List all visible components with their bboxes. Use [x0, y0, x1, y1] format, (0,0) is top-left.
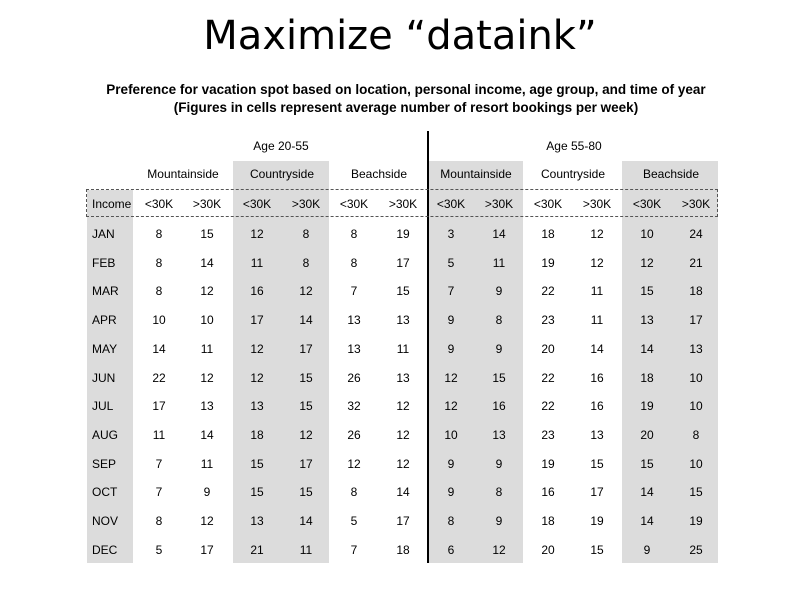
table-cell: 11 — [590, 284, 604, 299]
income-level-header: >30K — [192, 197, 222, 211]
table-cell: 3 — [447, 227, 455, 241]
mountainside-55-80-band — [428, 161, 523, 563]
location-header: Beachside — [642, 167, 700, 181]
table-cell: 13 — [250, 514, 264, 528]
table-cell: 12 — [200, 284, 214, 299]
table-cell: 8 — [350, 255, 358, 270]
income-label: Income — [92, 197, 132, 211]
table-cell: 10 — [200, 313, 214, 328]
table-cell: 14 — [640, 485, 654, 500]
table-cell: 15 — [250, 456, 264, 471]
table-cell: 17 — [396, 255, 410, 270]
table-cell: 15 — [250, 485, 264, 500]
table-cell: 19 — [541, 255, 555, 270]
month-label: DEC — [92, 542, 118, 557]
table-cell: 8 — [155, 284, 163, 299]
month-label: APR — [92, 313, 117, 328]
table-cell: 12 — [444, 399, 458, 414]
table-cell: 21 — [250, 542, 264, 557]
month-label: JAN — [92, 227, 115, 241]
table-cell: 17 — [396, 514, 410, 528]
table-cell: 12 — [640, 255, 654, 270]
table-cell: 11 — [250, 255, 264, 270]
income-level-header: <30K — [144, 197, 174, 211]
table-cell: 7 — [447, 284, 455, 299]
table-cell: 15 — [590, 456, 604, 471]
table-cell: 17 — [152, 399, 166, 414]
table-cell: 18 — [541, 514, 555, 528]
table-cell: 23 — [541, 427, 555, 442]
table-cell: 22 — [541, 399, 555, 414]
table-cell: 12 — [396, 456, 410, 471]
age-group-header: Age 20-55 — [253, 139, 309, 153]
table-cell: 5 — [447, 255, 455, 270]
table-cell: 13 — [689, 341, 703, 356]
income-level-header: <30K — [436, 197, 466, 211]
month-label: NOV — [92, 514, 119, 528]
table-cell: 15 — [396, 284, 410, 299]
table-cell: 26 — [347, 427, 361, 442]
table-cell: 11 — [590, 313, 604, 328]
slide-title: Maximize “dataink” — [203, 13, 597, 59]
table-cell: 14 — [200, 255, 214, 270]
table-cell: 8 — [692, 427, 700, 442]
table-cell: 19 — [396, 227, 410, 241]
table-cell: 18 — [396, 542, 410, 557]
table-cell: 14 — [200, 427, 214, 442]
table-cell: 16 — [590, 370, 604, 385]
month-label: AUG — [92, 427, 119, 442]
table-cell: 18 — [640, 370, 654, 385]
month-label: SEP — [92, 456, 117, 471]
month-label: MAR — [92, 284, 119, 299]
table-cell: 10 — [152, 313, 166, 328]
table-cell: 7 — [350, 542, 358, 557]
table-cell: 12 — [590, 227, 604, 241]
table-cell: 18 — [689, 284, 703, 299]
table-cell: 9 — [447, 485, 455, 500]
table-cell: 12 — [444, 370, 458, 385]
table-cell: 11 — [299, 542, 313, 557]
table-cell: 14 — [299, 313, 313, 328]
table-cell: 11 — [200, 456, 214, 471]
table-cell: 10 — [689, 456, 703, 471]
table-cell: 11 — [152, 427, 166, 442]
table-cell: 21 — [689, 255, 703, 270]
table-cell: 16 — [590, 399, 604, 414]
table-cell: 10 — [689, 399, 703, 414]
table-cell: 14 — [396, 485, 410, 500]
table-cell: 13 — [250, 399, 264, 414]
table-cell: 5 — [155, 542, 163, 557]
table-cell: 15 — [640, 456, 654, 471]
table-cell: 9 — [447, 313, 455, 328]
table-title: Preference for vacation spot based on location, personal income, age group, and time of year — [106, 82, 706, 97]
table-cell: 22 — [541, 284, 555, 299]
table-cell: 20 — [640, 427, 654, 442]
table-cell: 8 — [495, 485, 503, 500]
table-cell: 17 — [299, 341, 313, 356]
income-level-header: <30K — [339, 197, 369, 211]
table-cell: 18 — [541, 227, 555, 241]
table-cell: 8 — [155, 255, 163, 270]
table-cell: 14 — [640, 341, 654, 356]
table-cell: 7 — [350, 284, 358, 299]
table-cell: 23 — [541, 313, 555, 328]
table-cell: 9 — [495, 284, 503, 299]
table-cell: 19 — [689, 514, 703, 528]
table-cell: 9 — [447, 341, 455, 356]
table-cell: 13 — [492, 427, 506, 442]
table-cell: 15 — [590, 542, 604, 557]
table-cell: 14 — [299, 514, 313, 528]
table-cell: 14 — [590, 341, 604, 356]
table-cell: 16 — [492, 399, 506, 414]
table-cell: 26 — [347, 370, 361, 385]
table-cell: 12 — [250, 370, 264, 385]
table-cell: 12 — [250, 227, 264, 241]
table-cell: 14 — [640, 514, 654, 528]
table-cell: 19 — [541, 456, 555, 471]
month-label: MAY — [92, 341, 118, 356]
income-level-header: >30K — [681, 197, 711, 211]
income-level-header: <30K — [533, 197, 563, 211]
table-cell: 13 — [640, 313, 654, 328]
table-cell: 12 — [200, 370, 214, 385]
table-cell: 5 — [350, 514, 358, 528]
table-cell: 12 — [590, 255, 604, 270]
table-cell: 8 — [155, 514, 163, 528]
table-cell: 9 — [495, 514, 503, 528]
table-cell: 13 — [590, 427, 604, 442]
table-cell: 17 — [689, 313, 703, 328]
income-level-header: >30K — [582, 197, 612, 211]
table-cell: 12 — [396, 427, 410, 442]
table-cell: 12 — [200, 514, 214, 528]
table-cell: 15 — [299, 485, 313, 500]
table-cell: 13 — [396, 370, 410, 385]
table-cell: 12 — [396, 399, 410, 414]
table-cell: 14 — [152, 341, 166, 356]
table-cell: 13 — [200, 399, 214, 414]
table-cell: 9 — [495, 456, 503, 471]
table-cell: 15 — [640, 284, 654, 299]
location-header: Mountainside — [440, 167, 512, 181]
table-cell: 16 — [250, 284, 264, 299]
table-cell: 17 — [200, 542, 214, 557]
table-cell: 8 — [155, 227, 163, 241]
income-level-header: >30K — [484, 197, 514, 211]
table-cell: 8 — [302, 255, 310, 270]
table-cell: 15 — [200, 227, 214, 241]
table-cell: 11 — [492, 255, 506, 270]
income-row-outline — [86, 189, 718, 217]
table-cell: 19 — [640, 399, 654, 414]
table-cell: 13 — [347, 341, 361, 356]
table-cell: 11 — [200, 341, 214, 356]
table-cell: 12 — [299, 427, 313, 442]
table-cell: 8 — [350, 485, 358, 500]
table-cell: 16 — [541, 485, 555, 500]
age-group-header: Age 55-80 — [546, 139, 602, 153]
location-header: Mountainside — [147, 167, 219, 181]
countryside-20-55-band — [233, 161, 329, 563]
table-cell: 19 — [590, 514, 604, 528]
table-cell: 15 — [492, 370, 506, 385]
table-cell: 13 — [347, 313, 361, 328]
table-cell: 6 — [447, 542, 455, 557]
table-cell: 9 — [643, 542, 651, 557]
income-level-header: <30K — [242, 197, 272, 211]
table-cell: 13 — [396, 313, 410, 328]
table-cell: 11 — [396, 341, 410, 356]
table-cell: 10 — [444, 427, 458, 442]
table-cell: 12 — [299, 284, 313, 299]
table-cell: 15 — [299, 399, 313, 414]
table-subtitle: (Figures in cells represent average number of resort bookings per week) — [173, 100, 639, 115]
table-cell: 17 — [250, 313, 264, 328]
table-cell: 15 — [299, 370, 313, 385]
income-level-header: >30K — [291, 197, 321, 211]
table-cell: 17 — [299, 456, 313, 471]
table-cell: 22 — [541, 370, 555, 385]
month-label: OCT — [92, 485, 118, 500]
table-cell: 8 — [302, 227, 310, 241]
table-cell: 8 — [350, 227, 358, 241]
table-cell: 18 — [250, 427, 264, 442]
beachside-55-80-band — [622, 161, 718, 563]
location-header: Countryside — [540, 167, 606, 181]
table-cell: 8 — [447, 514, 455, 528]
table-cell: 10 — [689, 370, 703, 385]
month-label: JUN — [92, 370, 116, 385]
table-cell: 12 — [492, 542, 506, 557]
table-cell: 24 — [689, 227, 703, 241]
location-header: Countryside — [249, 167, 315, 181]
location-header: Beachside — [350, 167, 408, 181]
table-cell: 10 — [640, 227, 654, 241]
table-cell: 25 — [689, 542, 703, 557]
income-level-header: >30K — [388, 197, 418, 211]
income-level-header: <30K — [632, 197, 662, 211]
table-cell: 12 — [347, 456, 361, 471]
table-cell: 7 — [155, 456, 163, 471]
table-cell: 14 — [492, 227, 506, 241]
month-label: JUL — [92, 399, 114, 414]
table-cell: 9 — [447, 456, 455, 471]
table-cell: 12 — [250, 341, 264, 356]
table-cell: 20 — [541, 341, 555, 356]
table-cell: 15 — [689, 485, 703, 500]
table-cell: 7 — [155, 485, 163, 500]
month-label: FEB — [92, 255, 116, 270]
table-cell: 22 — [152, 370, 166, 385]
table-cell: 20 — [541, 542, 555, 557]
table-cell: 8 — [495, 313, 503, 328]
table-cell: 9 — [495, 341, 503, 356]
table-cell: 9 — [203, 485, 211, 500]
table-cell: 32 — [347, 399, 361, 414]
table-cell: 17 — [590, 485, 604, 500]
